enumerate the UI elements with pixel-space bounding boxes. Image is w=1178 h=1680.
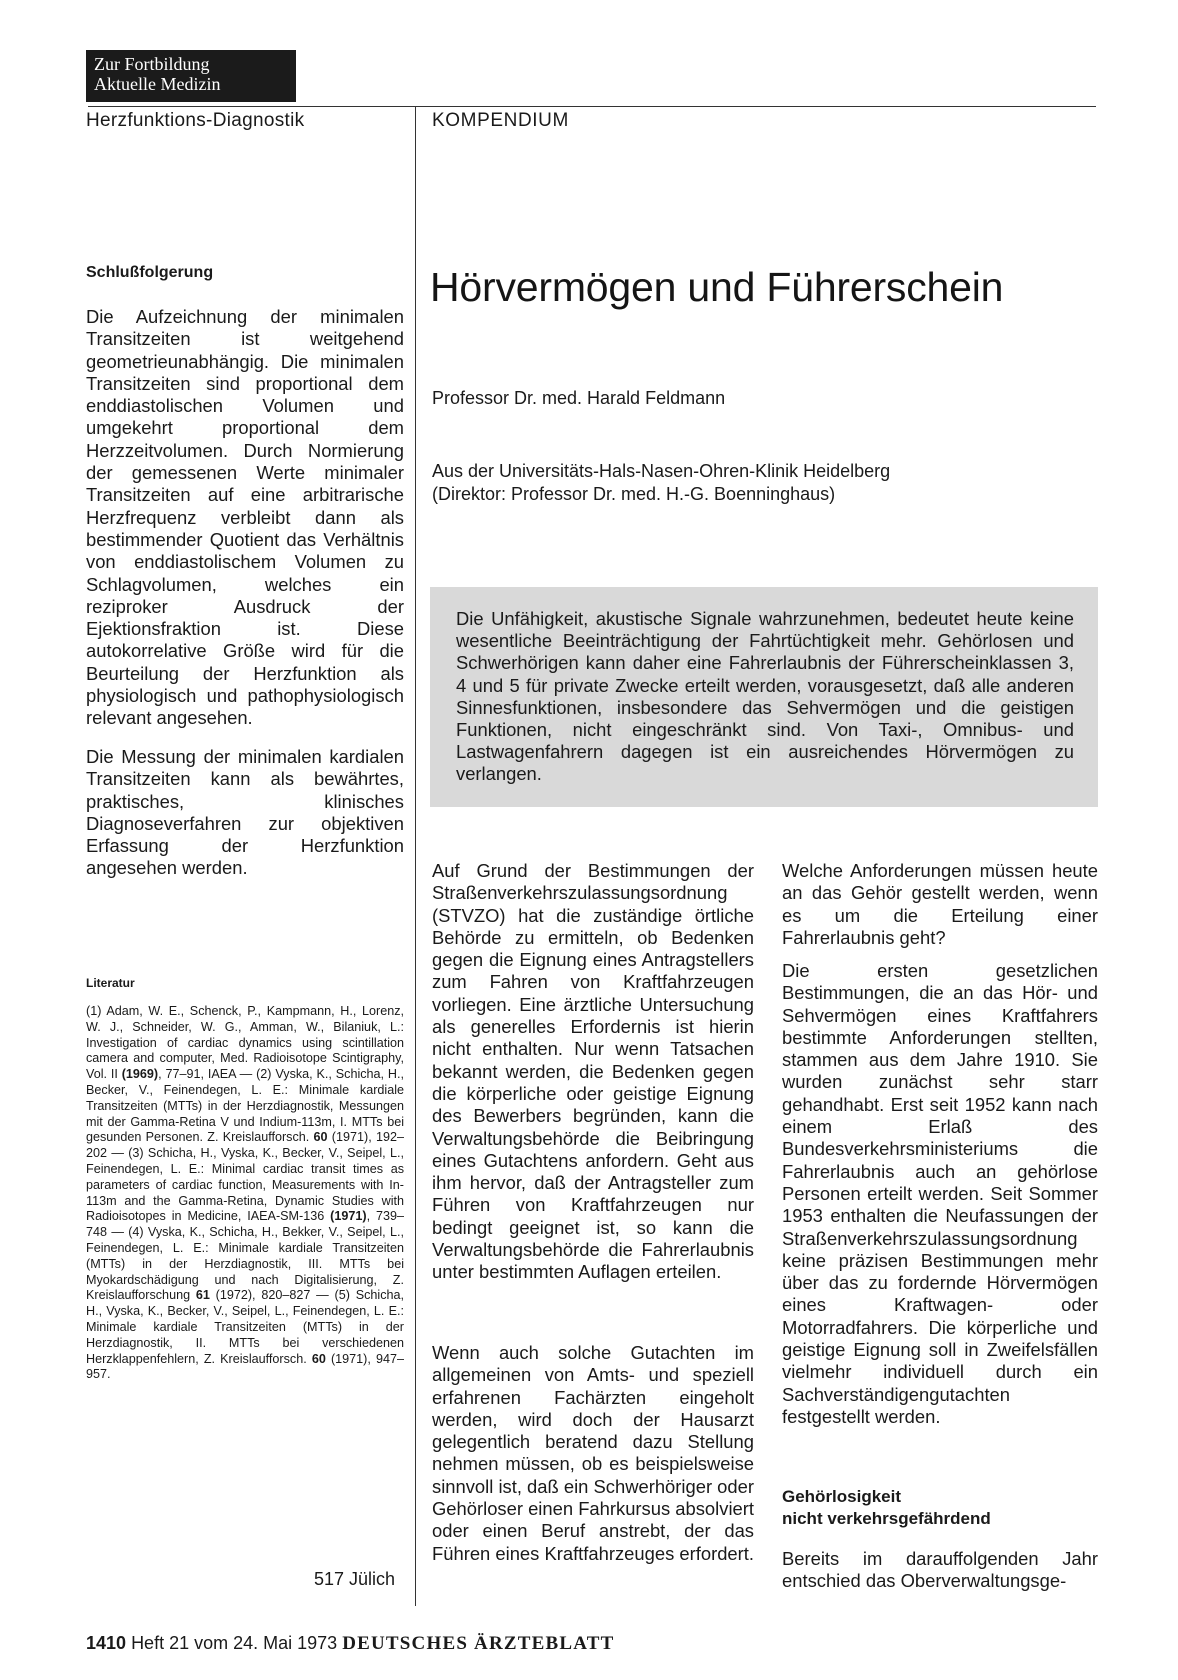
journal-name: DEUTSCHES ÄRZTEBLATT [342, 1633, 615, 1654]
reference-volume: 60 [313, 1130, 328, 1145]
reference-text: , 739–748 — (4) Vyska, K., Schicha, H., Bekker, V., Seipel, L., Feinendegen, L. E.: Minimale kardiale Transitzeiten (MTTs) in der Herzdiagnostik, III. MTTs bei Myokardschädigung und nach Digitalisierung, Z. Kreislaufforschung [86, 1209, 405, 1303]
abstract-text: Die Unfähigkeit, akustische Signale wahrzunehmen, bedeutet heute keine wesentliche Beeinträchtigung der Fahrtüchtigkeit mehr. Gehörlosen und Schwerhörigen kann daher eine Fahrerlaubnis der Führerscheinklassen 3, 4 und 5 für private Zwecke erteilt werden, vorausgesetzt, daß alle anderen Sinnesfunktionen, insbesondere das Sehvermögen und die geistigen Funktionen, nicht eingeschränkt sind. Von Taxi-, Omnibus- und Lastwagenfahrern dagegen ist ein ausreichendes Hörvermögen zu verlangen. [456, 608, 1074, 785]
subheading-line-2: nicht verkehrsgefährdend [782, 1509, 991, 1528]
reference-volume: 60 [311, 1351, 326, 1366]
reference-text: (1971), 192–202 — (3) Schicha, H., Vyska, K., Becker, V., Seipel, L., Feinendegen, L. E.: Minimal cardiac transit times as parameters of cardiac function, Measurements with In-113m and the Gamma-Retina, Dynamic Studies with Radioisotopes in Medicine, IAEA-SM-136 [86, 1130, 404, 1224]
reference-text: (1972), 820–827 — (5) Schicha, H., Vyska, K., Becker, V., Seipel, L., Feinendegen, L. E.: Minimale kardiale Transitzeiten (MTTs) in der Herzdiagnostik, II. MTTs bei verschiedenen Herzklappenfehlern, Z. Kreislaufforsch. [86, 1288, 404, 1366]
section-label-left: Herzfunktions-Diagnostik [86, 110, 305, 131]
conclusion-paragraph-1: Die Aufzeichnung der minimalen Transitzeiten ist weitgehend geometrieunabhängig. Die minimalen Transitzeiten sind proportional dem enddiastolischen Volumen und umgekehrt proportional dem Herzzeitvolumen. Durch Normierung der gemessenen Werte minimaler Transitzeiten auf eine arbitrarische Herzfrequenz verbleibt dann als bestimmender Quotient das Verhältnis von enddiastolischem Volumen zu Schlagvolumen, welches ein reziproker Ausdruck der Ejektionsfraktion ist. Diese autokorrelative Größe wird für die Beurteilung der Herzfunktion als physiologisch und pathophysiologisch relevant angesehen. [86, 306, 404, 729]
reference-year: (1969) [121, 1067, 159, 1082]
subheading-line-1: Gehörlosigkeit [782, 1487, 902, 1506]
article-title: Hörvermögen und Führerschein [430, 264, 1004, 310]
author-address: 517 Jülich [314, 1569, 396, 1589]
badge-line-1: Zur Fortbildung [94, 54, 210, 74]
conclusion-heading: Schlußfolgerung [86, 264, 214, 281]
affiliation-line-2: (Direktor: Professor Dr. med. H.-G. Boenninghaus) [432, 484, 836, 504]
column-divider [415, 106, 416, 1606]
section-label-right: KOMPENDIUM [432, 110, 569, 131]
reference-text: (1) Adam, W. E., Schenck, P., Kampmann, H., Lorenz, W. J., Schneider, W. G., Amman, W., Bilaniuk, L.: Investigation of cardiac dynamics using scintillation camera and computer, Med. Radioisotope Scintigraphy, Vol. II [86, 1004, 404, 1082]
article-affiliation [432, 460, 890, 506]
issue-info: Heft 21 vom 24. Mai 1973 [131, 1633, 338, 1653]
reference-volume: 61 [195, 1288, 210, 1303]
affiliation-line-1: Aus der Universitäts-Hals-Nasen-Ohren-Klinik Heidelberg [432, 461, 891, 481]
reference-year: (1971) [330, 1209, 367, 1224]
page-footer [86, 1633, 615, 1655]
body-paragraph: Bereits im darauffolgenden Jahr entschied das Oberverwaltungsge- [782, 1548, 1098, 1592]
section-badge [86, 50, 296, 102]
badge-line-2: Aktuelle Medizin [94, 74, 221, 94]
body-paragraph: Auf Grund der Bestimmungen der Straßenverkehrszulassungsordnung (STVZO) hat die zuständige örtliche Behörde zu ermitteln, ob Bedenken gegen die Eignung eines Antragstellers zum Fahren von Kraftfahrzeugen vorliegen. Eine ärztliche Untersuchung als generelles Erfordernis ist hierin nicht enthalten. Nur wenn Tatsachen bekannt werden, die Bedenken gegen die körperliche oder geistige Eignung des Bewerbers begründen, kann die Verwaltungsbehörde die Beibringung eines Gutachtens anfordern. Geht aus ihm hervor, daß der Antragsteller zum Führen von Kraftfahrzeugen nur bedingt geeignet ist, so kann die Verwaltungsbehörde die Fahrerlaubnis unter bestimmten Auflagen erteilen. [432, 860, 754, 1283]
reference-text: , 77–91, IAEA — (2) Vyska, K., Schicha, H., Becker, V., Feinendegen, L. E.: Minimale kardiale Transitzeiten (MTTs) in der Herzdiagnostik, Messungen mit der Gamma-Retina V und Indium-113m, I. MTTs bei gesunden Personen. Z. Kreislaufforsch. [86, 1067, 404, 1145]
page-number: 1410 [86, 1633, 127, 1653]
reference-text: (1971), 947–957. [86, 1351, 404, 1382]
literature-heading: Literatur [86, 976, 135, 990]
reference-list [86, 1004, 404, 1383]
abstract-box [430, 587, 1098, 807]
header-rule [88, 106, 1096, 107]
body-paragraph: Die ersten gesetzlichen Bestimmungen, die an das Hör- und Sehvermögen eines Kraftfahrers bestimmte Anforderungen stellten, stammen aus dem Jahre 1910. Sie wurden zunächst sehr starr gehandhabt. Erst seit 1952 kann nach einem Erlaß des Bundesverkehrsministeriums die Fahrerlaubnis auch an gehörlose Personen erteilt werden. Seit Sommer 1953 enthalten die Neufassungen der Straßenverkehrszulassungsordnung keine präzisen Bestimmungen mehr über das zu fordernde Hörvermögen eines Kraftwagen- oder Motorradfahrers. Die körperliche und geistige Eignung soll in Zweifelsfällen vielmehr individuell durch ein Sachverständigengutachten festgestellt werden. [782, 960, 1098, 1427]
body-paragraph: Welche Anforderungen müssen heute an das Gehör gestellt werden, wenn es um die Erteilung einer Fahrerlaubnis geht? [782, 860, 1098, 948]
article-author: Professor Dr. med. Harald Feldmann [432, 388, 726, 408]
subheading [782, 1486, 1098, 1530]
conclusion-paragraph-2: Die Messung der minimalen kardialen Transitzeiten kann als bewährtes, praktisches, klinisches Diagnoseverfahren zur objektiven Erfassung der Herzfunktion angesehen werden. [86, 746, 404, 879]
body-paragraph: Wenn auch solche Gutachten im allgemeinen von Amts- und speziell erfahrenen Fachärzten eingeholt werden, wird doch der Hausarzt gelegentlich beratend dazu Stellung nehmen müssen, ob es beispielsweise sinnvoll ist, daß ein Schwerhöriger oder Gehörloser einen Fahrkursus absolviert oder einen Beruf anstrebt, der das Führen eines Kraftfahrzeuges erfordert. [432, 1342, 755, 1564]
